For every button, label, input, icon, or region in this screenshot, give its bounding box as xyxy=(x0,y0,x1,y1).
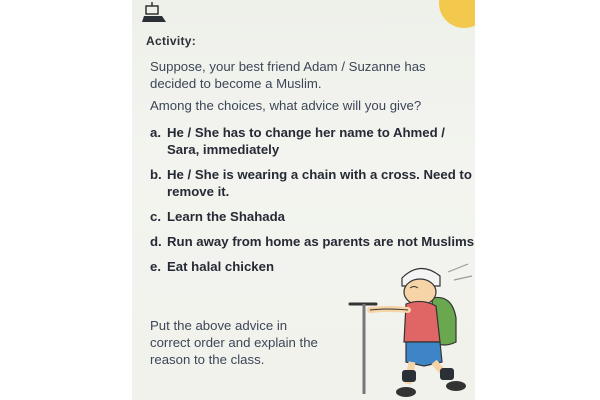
house-icon xyxy=(140,2,170,28)
activity-heading: Activity: xyxy=(146,34,197,48)
scenario-text: Suppose, your best friend Adam / Suzanne has decided to become a Muslim. xyxy=(150,59,426,91)
option-letter: c. xyxy=(150,209,161,224)
option-c xyxy=(150,208,475,225)
question-text: Among the choices, what advice will you give? xyxy=(150,98,422,113)
option-text: Learn the Shahada xyxy=(167,209,285,224)
option-letter: b. xyxy=(150,167,162,182)
sun-decoration xyxy=(439,0,475,28)
worksheet-page xyxy=(132,0,475,400)
option-letter: d. xyxy=(150,234,162,249)
option-text: He / She is wearing a chain with a cross. Need to remove it. xyxy=(167,167,472,199)
option-text: Eat halal chicken xyxy=(167,259,275,274)
option-a xyxy=(150,124,475,158)
option-b xyxy=(150,166,475,200)
option-text: He / She has to change her name to Ahmed / Sara, immediately xyxy=(167,125,445,157)
option-letter: e. xyxy=(150,259,161,274)
boy-on-scooter-illustration xyxy=(336,258,475,400)
option-text: Run away from home as parents are not Muslims xyxy=(167,234,475,249)
instruction-text: Put the above advice in correct order and explain the reason to the class. xyxy=(150,318,318,367)
option-letter: a. xyxy=(150,125,161,140)
option-d xyxy=(150,233,475,250)
